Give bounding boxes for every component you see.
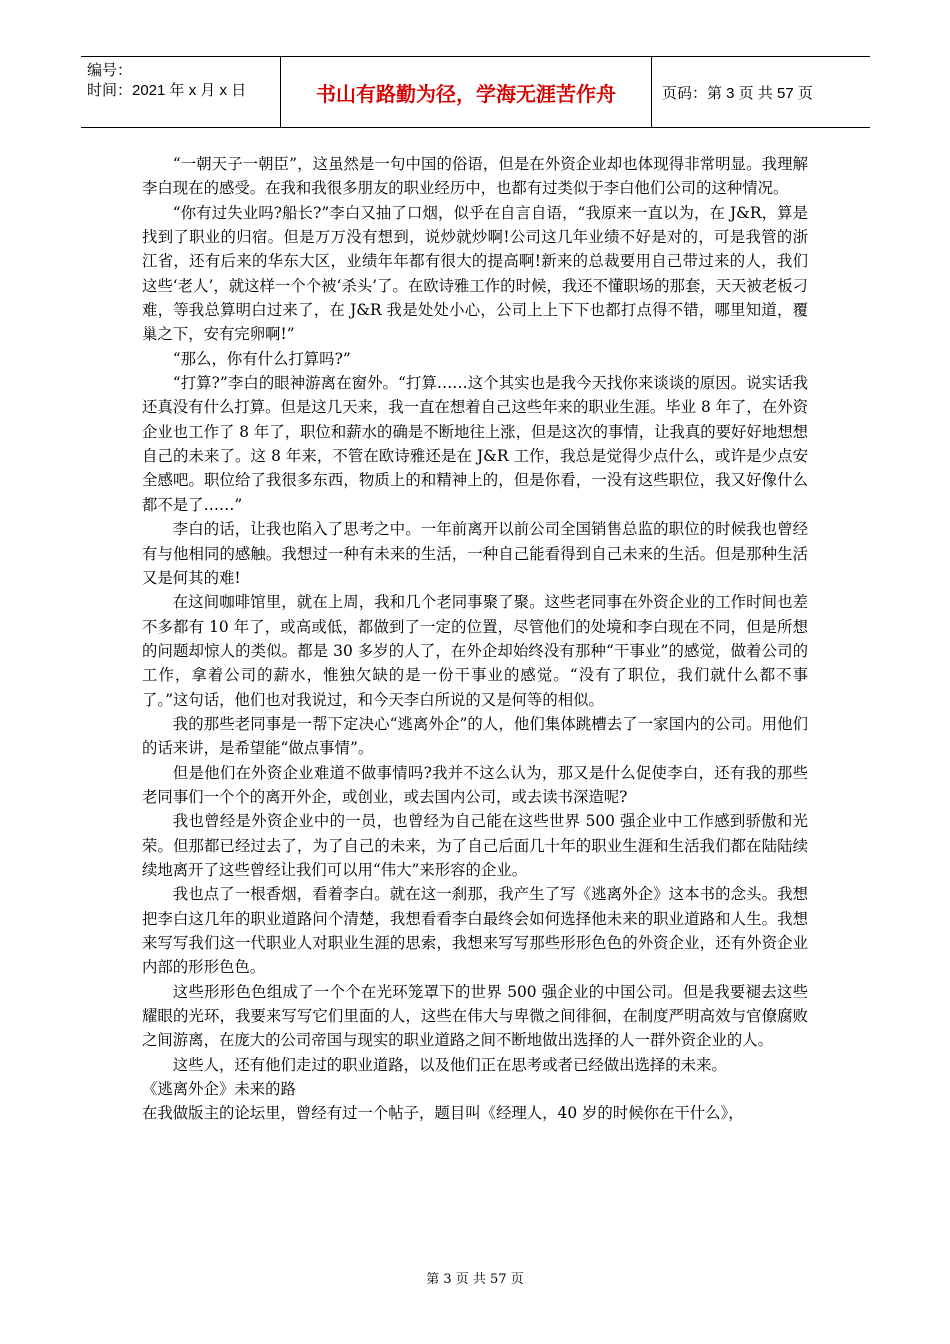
paragraph: 李白的话，让我也陷入了思考之中。一年前离开以前公司全国销售总监的职位的时候我也曾经有与他相同的感触。我想过一种有未来的生活，一种自己能看得到自己未来的生活。但是那种生活又是何其的难! [142,520,808,587]
document-date-label: 时间：2021 年 x 月 x 日 [87,82,247,99]
page-header [81,56,870,128]
page-footer: 第 3 页 共 57 页 [426,1272,524,1287]
paragraph: 但是他们在外资企业难道不做事情吗?我并不这么认为，那又是什么促使李白，还有我的那些老同事们一个个的离开外企，或创业，或去国内公司，或去读书深造呢? [142,763,808,806]
paragraph: 我也曾经是外资企业中的一员，也曾经为自己能在这些世界 500 强企业中工作感到骄傲和光荣。但那都已经过去了，为了自己的未来，为了自己后面几十年的职业生涯和生活我们都在陆陆续续地离开了这些曾经让我们可以用“伟大”来形容的企业。 [142,812,808,879]
paragraph: 这些形形色色组成了一个个在光环笼罩下的世界 500 强企业的中国公司。但是我要褪去这些耀眼的光环，我要来写写它们里面的人，这些在伟大与卑微之间徘徊，在制度严明高效与官僚腐败之间游离，在庞大的公司帝国与现实的职业道路之间不断地做出选择的人一群外资企业的人。 [142,982,808,1050]
paragraph: 这些人，还有他们走过的职业道路，以及他们正在思考或者已经做出选择的未来。 [172,1055,727,1074]
header-meta [81,57,281,127]
paragraph: “一朝天子一朝臣”，这虽然是一句中国的俗语，但是在外资企业却也体现得非常明显。我理解李白现在的感受。在我和我很多朋友的职业经历中，也都有过类似于李白他们公司的这种情况。 [142,155,808,198]
header-motto: 书山有路勤为径，学海无涯苦作舟 [281,57,652,127]
paragraph: 在我做版主的论坛里，曾经有过一个帖子，题目叫《经理人，40 岁的时候你在干什么》， [142,1104,744,1123]
header-page-number: 页码：第 3 页 共 57 页 [662,84,813,102]
paragraph: 我的那些老同事是一帮下定决心“逃离外企”的人，他们集体跳槽去了一家国内的公司。用他们的话来讲，是希望能“做点事情”。 [142,714,808,758]
document-number-label: 编号： [87,62,133,79]
document-body [142,152,808,1126]
paragraph: “打算?”李白的眼神游离在窗外。“打算……这个其实也是我今天找你来谈谈的原因。说实话我还真没有什么打算。但是这几天来，我一直在想着自己这些年来的职业生涯。毕业 8 年了，在外资企业也工作了 8 年了，职位和薪水的确是不断地往上涨，但是这次的事情，让我真的要好好地想想自己的未来了。这 8 年来，不管在欧诗雅还是在 J&R 工作，我总是觉得少点什么，或许是少点安全感吧。职位给了我很多东西，物质上的和精神上的，但是你看，一没有这些职位，我又好像什么都不是了……” [142,374,808,514]
paragraph: “你有过失业吗?船长?”李白又抽了口烟，似乎在自言自语，“我原来一直以为，在 J&R，算是找到了职业的归宿。但是万万没有想到，说炒就炒啊!公司这几年业绩不好是对的，可是我管的浙江省，还有后来的华东大区，业绩年年都有很大的提高啊!新来的总裁要用自己带过来的人，我们这些‘老人’，就这样一个个被‘杀头’了。在欧诗雅工作的时候，我还不懂职场的那套，天天被老板刁难，等我总算明白过来了，在 J&R 我是处处小心，公司上上下下也都打点得不错，哪里知道，覆巢之下，安有完卵啊!” [142,203,808,344]
paragraph: 在这间咖啡馆里，就在上周，我和几个老同事聚了聚。这些老同事在外资企业的工作时间也差不多都有 10 年了，或高或低，都做到了一定的位置，尽管他们的处境和李白现在不同，但是所想的问题却惊人的类似。都是 30 多岁的人了，在外企却始终没有那种“干事业”的感觉，做着公司的工作，拿着公司的薪水，惟独欠缺的是一份干事业的感觉。“没有了职位，我们就什么都不事了。”这句话，他们也对我说过，和今天李白所说的又是何等的相似。 [142,593,808,709]
section-heading: 《逃离外企》未来的路 [142,1080,296,1099]
paragraph: “那么，你有什么打算吗?” [172,349,351,368]
paragraph: 我也点了一根香烟，看着李白。就在这一刹那，我产生了写《逃离外企》这本书的念头。我想把李白这几年的职业道路问个清楚，我想看看李白最终会如何选择他未来的职业道路和人生。我想来写写我们这一代职业人对职业生涯的思索，我想来写写那些形形色色的外资企业，还有外资企业内部的形形色色。 [142,885,808,977]
